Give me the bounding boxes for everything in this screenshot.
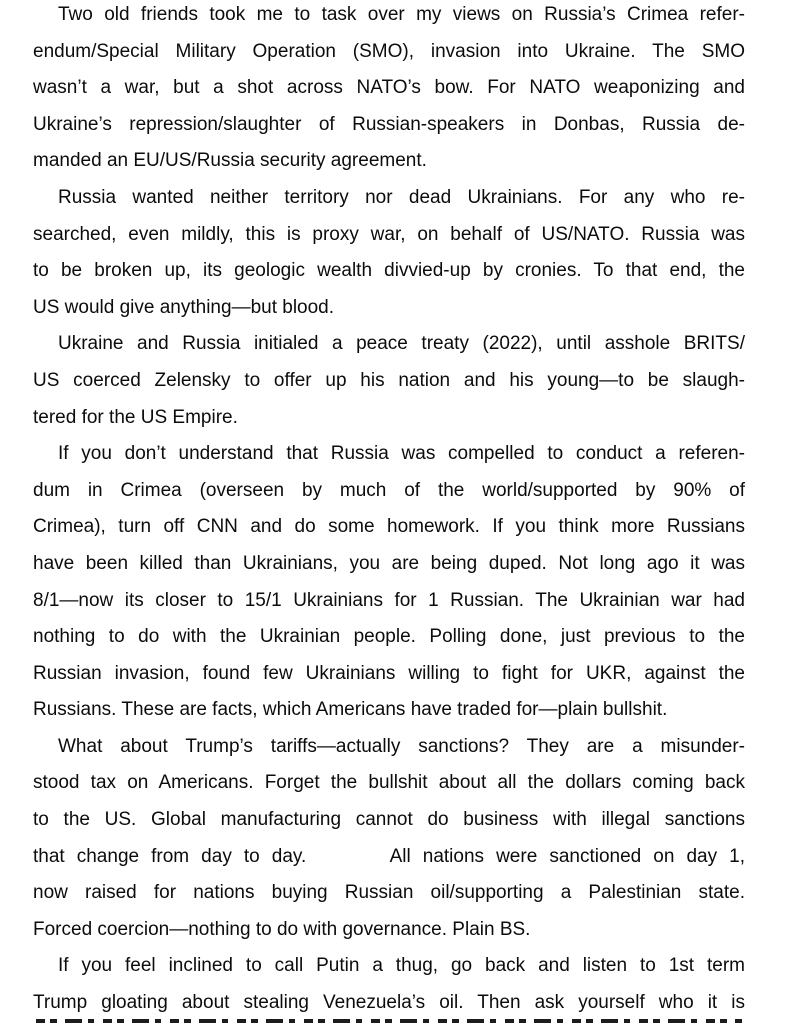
text-line: stood tax on Americans. Forget the bullshit about all the dollars coming back [33,772,745,794]
paragraph [33,436,745,729]
text-line: Ukraine’s repression/slaughter of Russian-speakers in Donbas, Russia de- [33,113,745,135]
text-line: Russia wanted neither territory nor dead Ukrainians. For any who re- [58,186,745,208]
text-line: If you feel inclined to call Putin a thug, go back and listen to 1st term [58,955,745,977]
text-line: endum/Special Military Operation (SMO), invasion into Ukraine. The SMO [33,40,745,62]
text-line: Crimea), turn off CNN and do some homework. If you think more Russians [33,516,745,538]
text-column [33,0,745,1022]
text-line: Trump gloating about stealing Venezuela’s oil. Then ask yourself who it is [33,992,745,1014]
clipped-next-line-fragment [36,1019,742,1023]
text-line: Forced coercion—nothing to do with governance. Plain BS. [33,918,531,940]
paragraph [33,0,745,180]
text-line: have been killed than Ukrainians, you are being duped. Not long ago it was [33,552,745,574]
text-line: Russians. These are facts, which Americans have traded for—plain bullshit. [33,699,668,721]
text-line: US coerced Zelensky to offer up his nation and his young—to be slaugh- [33,369,745,391]
text-line: Russian invasion, found few Ukrainians willing to fight for UKR, against the [33,662,745,684]
text-line: wasn’t a war, but a shot across NATO’s bow. For NATO weaponizing and [33,77,745,99]
paragraph [33,326,745,436]
text-line: Ukraine and Russia initialed a peace treaty (2022), until asshole BRITS/ [58,333,745,355]
text-line: dum in Crimea (overseen by much of the world/supported by 90% of [33,479,745,501]
paragraph [33,729,745,949]
text-line: searched, even mildly, this is proxy war, on behalf of US/NATO. Russia was [33,223,745,245]
text-line: now raised for nations buying Russian oil/supporting a Palestinian state. [33,882,745,904]
paragraph [33,180,745,326]
text-line: US would give anything—but blood. [33,296,335,318]
text-line: tered for the US Empire. [33,406,238,428]
text-line: If you don’t understand that Russia was compelled to conduct a referen- [58,443,745,465]
paragraph [33,948,745,1021]
text-line: to the US. Global manufacturing cannot do business with illegal sanctions [33,809,745,831]
text-line: nothing to do with the Ukrainian people. Polling done, just previous to the [33,626,745,648]
text-line: manded an EU/US/Russia security agreement. [33,150,427,172]
text-line: Two old friends took me to task over my views on Russia’s Crimea refer- [58,4,745,25]
text-line: that change from day to day. All nations were sanctioned on day 1, [33,845,745,867]
text-line: 8/1—now its closer to 15/1 Ukrainians for 1 Russian. The Ukrainian war had [33,589,745,611]
text-line: to be broken up, its geologic wealth divvied-up by cronies. To that end, the [33,260,745,282]
text-line: What about Trump’s tariffs—actually sanctions? They are a misunder- [58,735,745,757]
